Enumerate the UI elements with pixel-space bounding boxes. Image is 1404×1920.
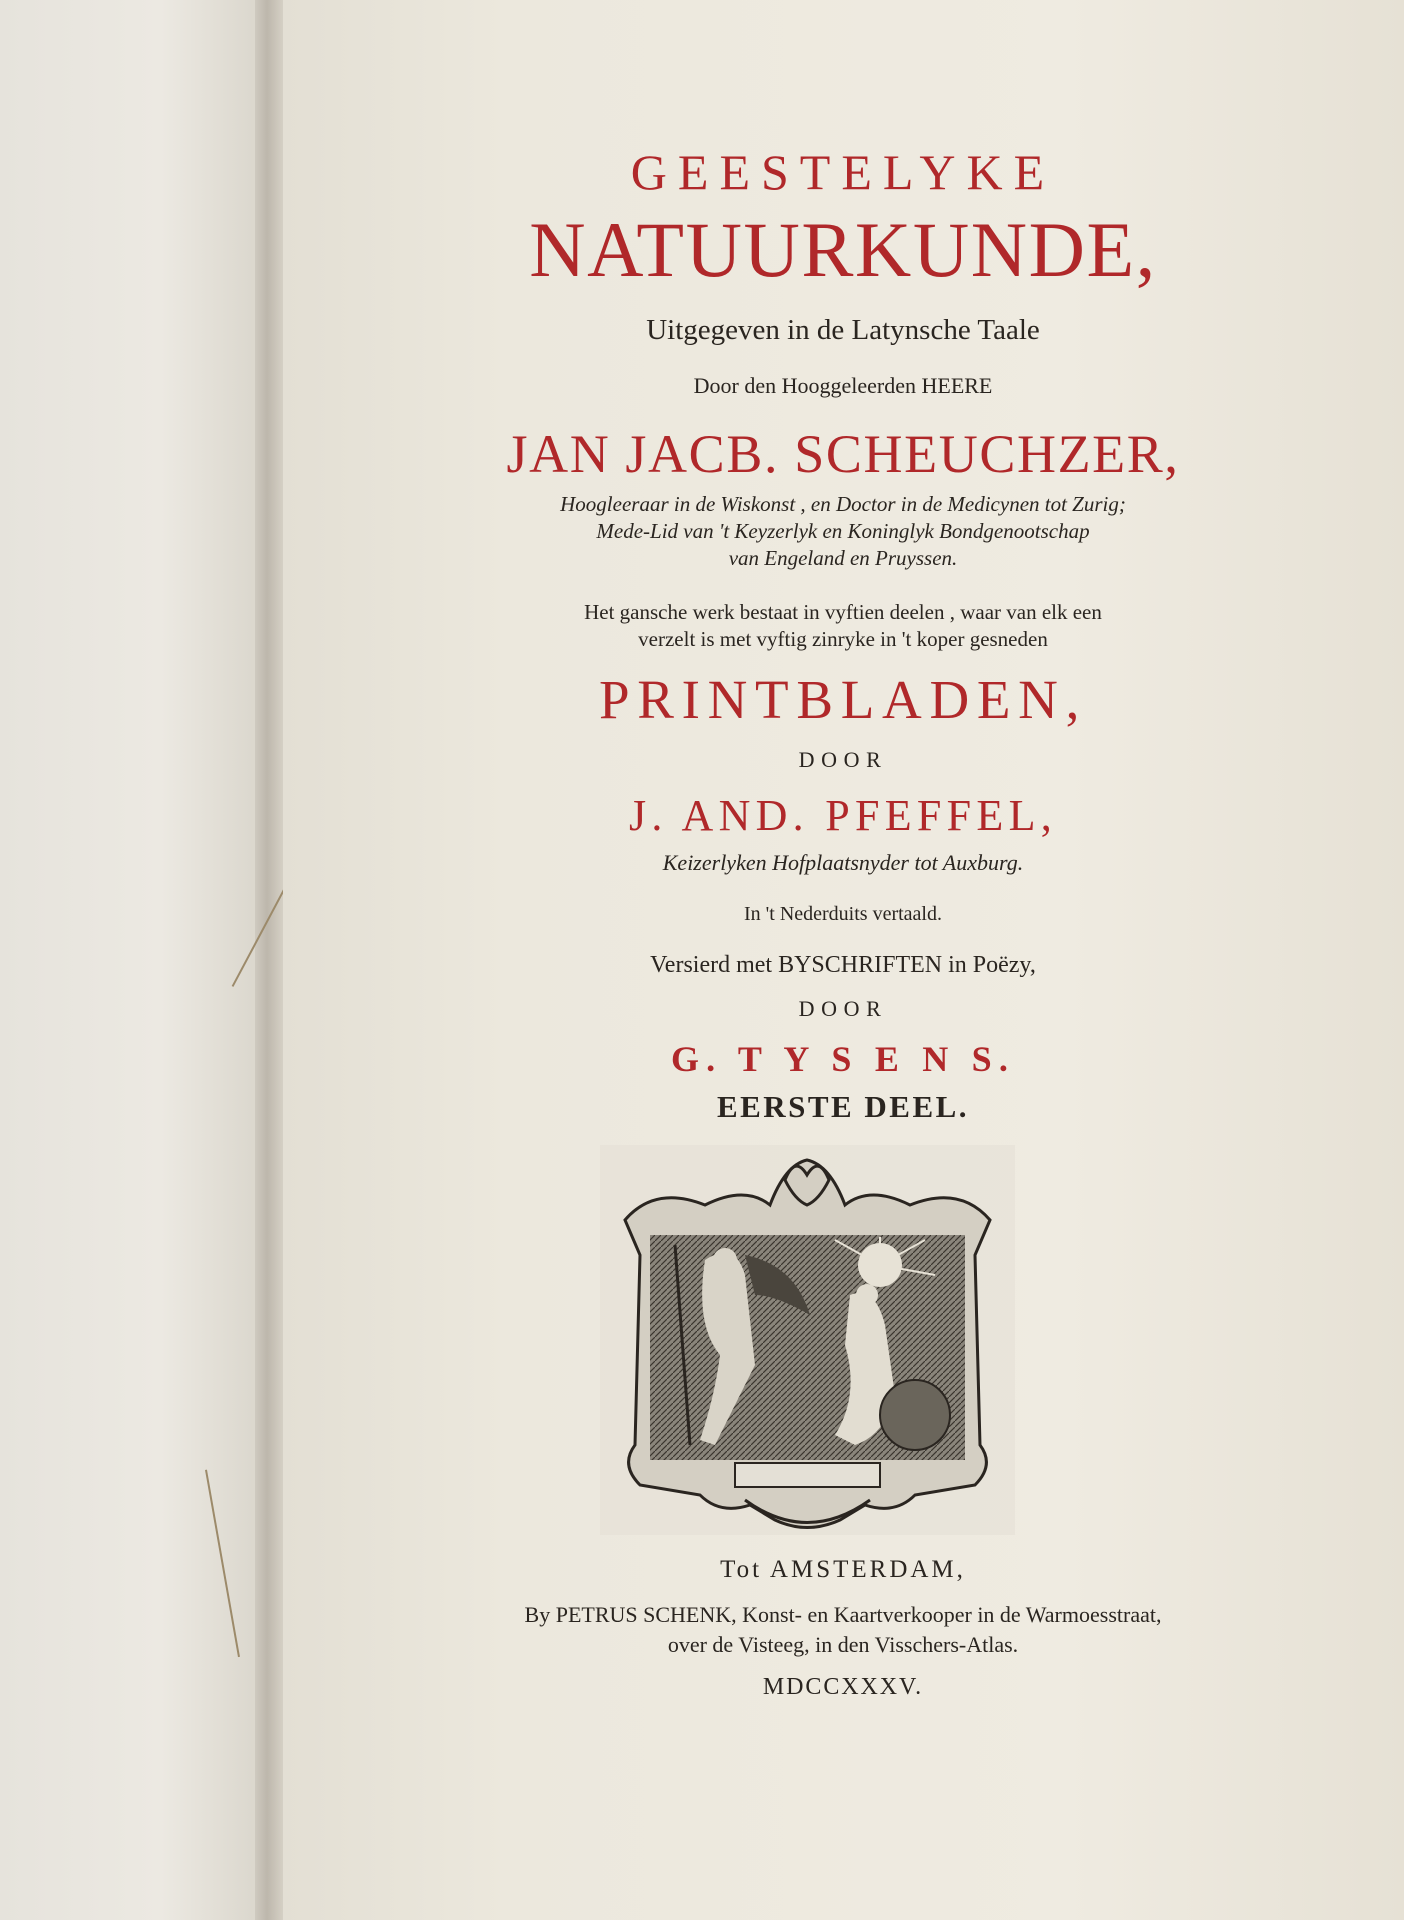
title-line-1: GEESTELYKE [630,144,1056,200]
author-description-1: Hoogleeraar in de Wiskonst , en Doctor in de Medicynen tot Zurig; [560,492,1126,516]
translated-note: In 't Nederduits vertaald. [744,903,942,925]
door-1: DOOR [798,747,888,772]
door-2: DOOR [798,996,888,1021]
imprint-publisher-1 [343,1602,1343,1628]
work-description-2: verzelt is met vyftig zinryke in 't koper gesneden [638,627,1048,651]
imprint-publisher-text: By PETRUS SCHENK, Konst- en Kaartverkooper in de Warmoesstraat, [524,1602,1162,1627]
imprint-year: MDCCXXXV. [762,1674,924,1700]
printbladen-heading: PRINTBLADEN, [598,669,1088,730]
by-line: Door den Hooggeleerden HEERE [693,373,993,398]
title-page-text [283,0,1404,1920]
work-description-1: Het gansche werk bestaat in vyftien deelen , waar van elk een [584,600,1102,624]
subtitle: Uitgegeven in de Latynsche Taale [646,314,1040,346]
author-description-2: Mede-Lid van 't Keyzerlyk en Koninglyk Bondgenootschap [596,519,1090,543]
imprint-place: Tot AMSTERDAM, [720,1556,966,1583]
imprint-publisher-2: over de Visteeg, in den Visschers-Atlas. [667,1632,1019,1657]
author-description-3: van Engeland en Pruyssen. [728,546,958,570]
versified-note: Versierd met BYSCHRIFTEN in Poëzy, [650,952,1036,978]
volume-label: EERSTE DEEL. [716,1089,969,1124]
poet-name: G. T Y S E N S. [670,1039,1016,1079]
title-line-2: NATUURKUNDE, [529,206,1157,293]
engraver-description: Keizerlyken Hofplaatsnyder tot Auxburg. [662,850,1024,875]
left-page [0,0,268,1920]
book-gutter [255,0,285,1920]
author-name: JAN JACB. SCHEUCHZER, [506,424,1180,484]
allegorical-engraving-icon [595,1145,1020,1535]
engraver-name: J. AND. PFEFFEL, [628,791,1057,840]
